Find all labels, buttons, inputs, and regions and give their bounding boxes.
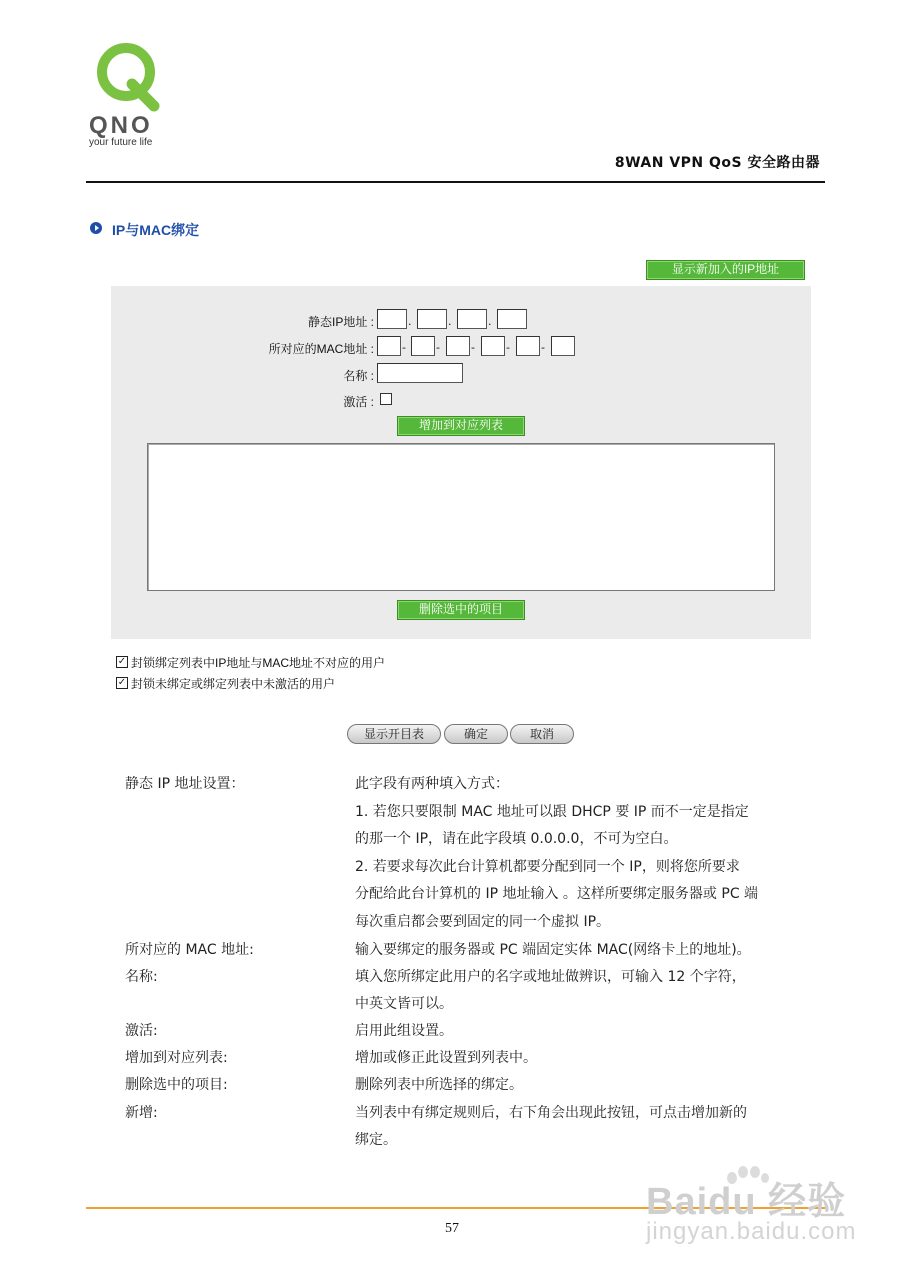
- ip-octet-3-input[interactable]: [457, 309, 487, 329]
- desc-term: 名称:: [125, 969, 158, 985]
- ip-octet-2-input[interactable]: [417, 309, 447, 329]
- mac-byte-3-input[interactable]: [446, 336, 470, 356]
- mac-byte-1-input[interactable]: [377, 336, 401, 356]
- static-ip-label: 静态IP地址 :: [307, 315, 374, 329]
- mac-separator: -: [402, 341, 406, 354]
- ip-octet-4-input[interactable]: [497, 309, 527, 329]
- binding-list[interactable]: [147, 443, 775, 591]
- mac-byte-5-input[interactable]: [516, 336, 540, 356]
- desc-line: 2. 若要求每次此台计算机都要分配到同一个 IP，则将您所要求: [355, 859, 740, 875]
- name-input[interactable]: [377, 363, 463, 383]
- desc-line: 绑定。: [355, 1132, 397, 1148]
- show-table-button[interactable]: 显示开目表: [347, 724, 441, 744]
- mac-separator: -: [471, 341, 475, 354]
- ip-octet-1-input[interactable]: [377, 309, 407, 329]
- page-number: 57: [445, 1221, 459, 1236]
- desc-line: 每次重启都会要到固定的同一个虚拟 IP。: [355, 914, 611, 930]
- desc-term: 激活:: [125, 1023, 158, 1039]
- watermark-main: Baidu 经验: [646, 1181, 847, 1223]
- desc-line: 增加或修正此设置到列表中。: [355, 1050, 537, 1066]
- desc-line: 启用此组设置。: [355, 1023, 453, 1039]
- option-checkbox-unbound[interactable]: ✓: [117, 677, 127, 688]
- option-label-mismatch: 封锁绑定列表中IP地址与MAC地址不对应的用户: [131, 656, 386, 670]
- mac-byte-6-input[interactable]: [551, 336, 575, 356]
- name-label: 名称 :: [343, 369, 374, 383]
- desc-term: 新增:: [125, 1105, 158, 1121]
- delete-selected-button[interactable]: 删除选中的项目: [397, 600, 525, 620]
- mac-byte-2-input[interactable]: [411, 336, 435, 356]
- desc-line: 中英文皆可以。: [355, 996, 453, 1012]
- ip-separator: .: [408, 315, 412, 328]
- product-title: 8WAN VPN QoS 安全路由器: [614, 155, 820, 171]
- section-title: IP与MAC绑定: [112, 222, 200, 238]
- watermark-sub: jingyan.baidu.com: [646, 1218, 857, 1245]
- header-divider: [86, 181, 825, 183]
- desc-term: 静态 IP 地址设置：: [125, 776, 245, 792]
- mac-separator: -: [506, 341, 510, 354]
- activate-checkbox[interactable]: [380, 393, 392, 405]
- mac-separator: -: [541, 341, 545, 354]
- desc-line: 1. 若您只要限制 MAC 地址可以跟 DHCP 要 IP 而不一定是指定: [355, 804, 749, 820]
- play-bullet-icon: [90, 222, 102, 234]
- ok-button[interactable]: 确定: [444, 724, 508, 744]
- desc-line: 分配给此台计算机的 IP 地址输入 。这样所要绑定服务器或 PC 端: [355, 886, 759, 902]
- desc-line: 此字段有两种填入方式：: [355, 776, 509, 792]
- ip-separator: .: [488, 315, 492, 328]
- desc-line: 输入要绑定的服务器或 PC 端固定实体 MAC(网络卡上的地址)。: [355, 942, 751, 958]
- mac-label: 所对应的MAC地址 :: [268, 342, 374, 356]
- logo-text: QNO: [89, 112, 153, 138]
- qno-logo: [88, 42, 172, 138]
- desc-term: 删除选中的项目:: [125, 1077, 228, 1093]
- option-checkbox-mismatch[interactable]: ✓: [117, 656, 127, 667]
- ip-separator: .: [448, 315, 452, 328]
- option-label-unbound: 封锁未绑定或绑定列表中未激活的用户: [131, 677, 336, 691]
- desc-line: 当列表中有绑定规则后，右下角会出现此按钮，可点击增加新的: [355, 1105, 747, 1121]
- desc-line: 的那一个 IP，请在此字段填 0.0.0.0，不可为空白。: [355, 831, 678, 847]
- cancel-button[interactable]: 取消: [510, 724, 574, 744]
- activate-label: 激活 :: [343, 395, 374, 409]
- desc-line: 删除列表中所选择的绑定。: [355, 1077, 523, 1093]
- tagline: your future life: [89, 137, 153, 148]
- mac-byte-4-input[interactable]: [481, 336, 505, 356]
- mac-separator: -: [436, 341, 440, 354]
- desc-term: 所对应的 MAC 地址:: [125, 942, 254, 958]
- show-new-ip-button[interactable]: 显示新加入的IP地址: [646, 260, 805, 280]
- add-to-list-button[interactable]: 增加到对应列表: [397, 416, 525, 436]
- desc-term: 增加到对应列表:: [125, 1050, 228, 1066]
- desc-line: 填入您所绑定此用户的名字或地址做辨识，可输入 12 个字符，: [355, 969, 746, 985]
